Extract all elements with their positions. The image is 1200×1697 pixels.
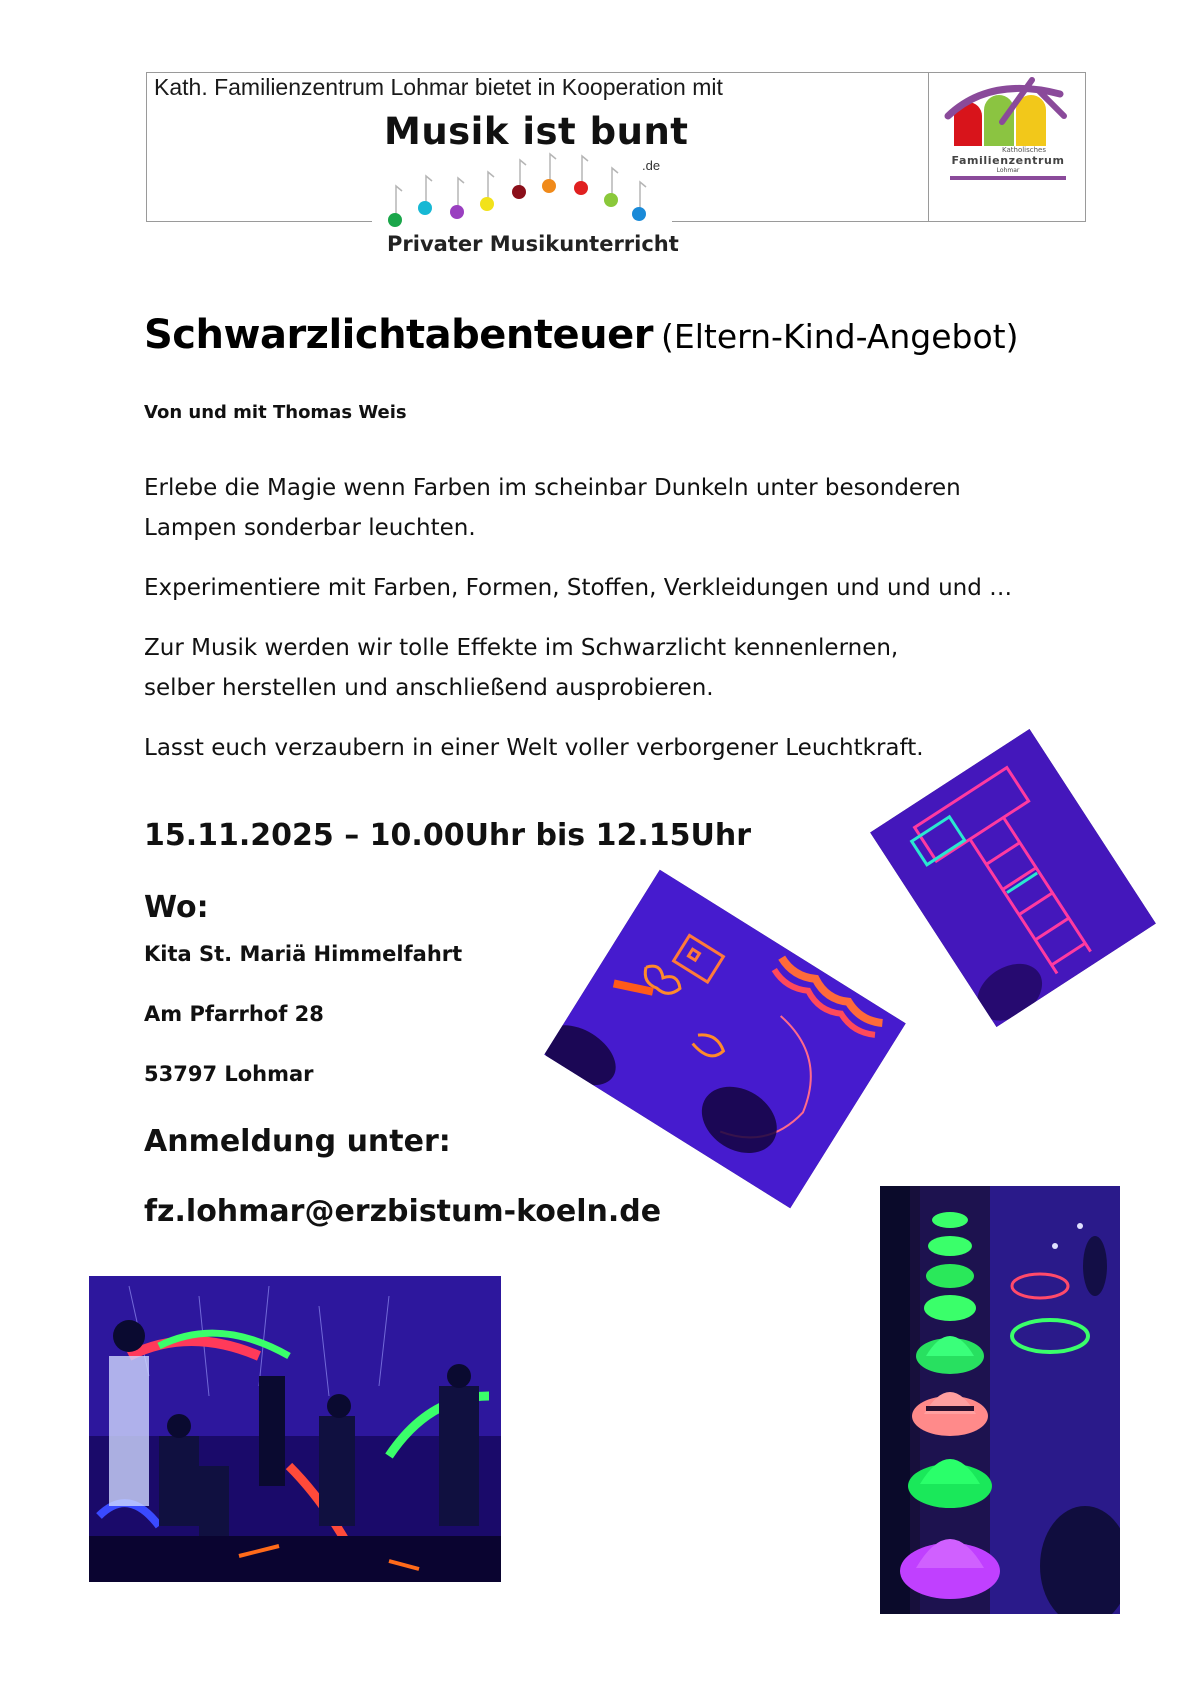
logo-line2: Familienzentrum [951, 154, 1065, 167]
registration-email-link[interactable]: fz.lohmar@erzbistum-koeln.de [144, 1194, 662, 1229]
brand-tld: .de [642, 158, 661, 173]
familienzentrum-logo-icon [940, 76, 1076, 186]
title-main: Schwarzlichtabenteuer [144, 312, 653, 358]
location-street: Am Pfarrhof 28 [144, 1002, 324, 1026]
neon-hats-photo [880, 1186, 1120, 1614]
paragraph-music-effects: Zur Musik werden wir tolle Effekte im Schwarzlicht kennenlernen, selber herstellen und anschließend ausprobieren. [144, 635, 899, 701]
logo-line1: Katholisches [1002, 146, 1046, 154]
brand-name: Musik ist bunt [384, 110, 689, 153]
brand-tagline: Privater Musikunterricht [387, 232, 679, 256]
children-blacklight-photo [89, 1276, 501, 1582]
event-datetime: 15.11.2025 – 10.00Uhr bis 12.15Uhr [144, 818, 751, 853]
paragraph-enchant: Lasst euch verzaubern in einer Welt voller verborgener Leuchtkraft. [144, 735, 924, 761]
location-city: 53797 Lohmar [144, 1062, 314, 1086]
cooperation-intro: Kath. Familienzentrum Lohmar bietet in Kooperation mit [154, 74, 723, 100]
registration-heading: Anmeldung unter: [144, 1124, 451, 1159]
paragraph-magic: Erlebe die Magie wenn Farben im scheinbar Dunkeln unter besonderen Lampen sonderbar leuchten. [144, 475, 961, 541]
header-divider [928, 72, 929, 222]
location-heading: Wo: [144, 890, 209, 925]
logo-line3: Lohmar [996, 167, 1020, 174]
page-title [144, 312, 1019, 358]
location-name: Kita St. Mariä Himmelfahrt [144, 942, 463, 966]
hopscotch-photo [870, 729, 1156, 1027]
title-subtitle: (Eltern-Kind-Angebot) [661, 317, 1019, 356]
music-notes-icon [384, 150, 664, 230]
byline: Von und mit Thomas Weis [144, 402, 407, 423]
paragraph-experiment: Experimentiere mit Farben, Formen, Stoffen, Verkleidungen und und und … [144, 575, 1013, 601]
uv-drawing-photo [544, 870, 905, 1209]
